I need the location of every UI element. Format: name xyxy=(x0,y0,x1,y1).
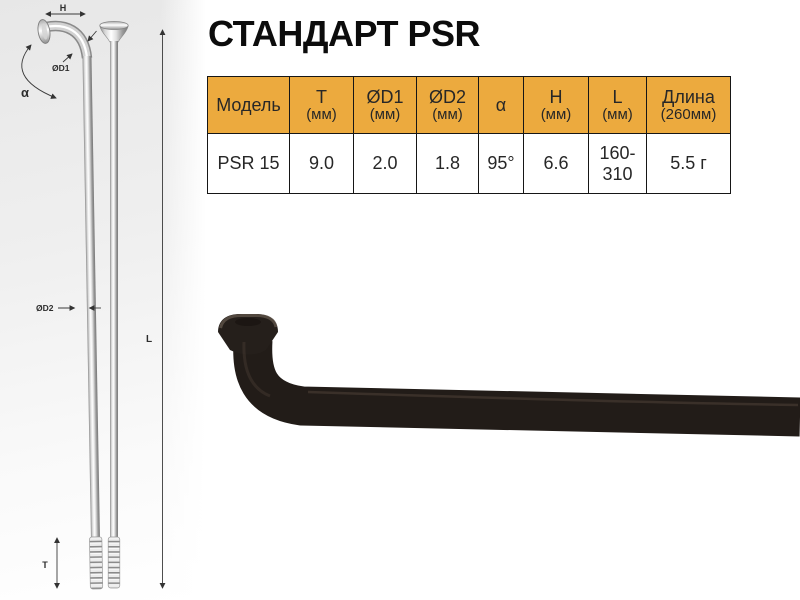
cell-alpha: 95° xyxy=(479,134,524,194)
cell-t: 9.0 xyxy=(290,134,354,194)
cell-model: PSR 15 xyxy=(208,134,290,194)
cell-d1: 2.0 xyxy=(354,134,417,194)
black-spoke-photo xyxy=(200,300,800,450)
thread-section xyxy=(108,537,120,588)
table-header-row xyxy=(208,77,731,134)
col-header-alpha: α xyxy=(479,77,524,134)
spoke-head-straight xyxy=(100,22,128,30)
col-header-length: Длина (260мм) xyxy=(647,77,731,134)
dimension-D1-leader xyxy=(63,54,72,62)
page-title: СТАНДАРТ PSR xyxy=(208,13,481,54)
col-header-d1: ØD1 (мм) xyxy=(354,77,417,134)
dimension-T-label: T xyxy=(42,560,48,570)
table-row xyxy=(208,134,731,194)
product-photo xyxy=(200,300,800,450)
cell-h: 6.6 xyxy=(524,134,589,194)
col-header-model: Модель xyxy=(208,77,290,134)
cell-weight: 5.5 г xyxy=(647,134,731,194)
col-header-d2: ØD2 (мм) xyxy=(417,77,479,134)
col-header-l: L (мм) xyxy=(589,77,647,134)
col-header-t: T (мм) xyxy=(290,77,354,134)
thread-section xyxy=(89,537,102,589)
dimension-L-label: L xyxy=(145,334,153,345)
dimension-D2-label: ØD2 xyxy=(36,303,54,313)
cell-l: 160-310 xyxy=(589,134,647,194)
technical-diagram-panel xyxy=(0,0,206,600)
spec-table xyxy=(207,76,731,194)
dimension-D1-label: ØD1 xyxy=(52,63,70,73)
spoke-shaft xyxy=(253,340,800,417)
cell-d2: 1.8 xyxy=(417,134,479,194)
col-header-h: H (мм) xyxy=(524,77,589,134)
bend-pointer-line xyxy=(88,31,97,41)
spoke-technical-drawing xyxy=(0,0,206,600)
dimension-alpha-label: α xyxy=(21,85,29,100)
dimension-H-label: H xyxy=(59,3,67,13)
diagram-spoke-straight xyxy=(100,22,128,589)
